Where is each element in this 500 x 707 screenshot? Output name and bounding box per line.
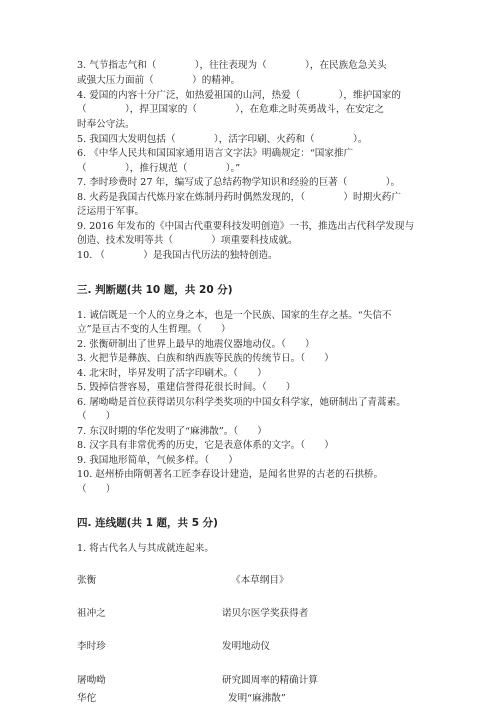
judge-line: 9. 我国地形简单，气候多样。（ ） — [77, 455, 238, 466]
fill-line: 4. 爱国的内容十分广泛，如热爱祖国的山河，热爱（ ），维护国家的 — [77, 90, 401, 101]
match-left-item[interactable]: 华佗 — [77, 693, 97, 704]
fill-line: 9. 2016 年发布的《中国古代重要科技发明创造》一书，推选出古代科学发现与 — [77, 221, 415, 232]
judge-line: 10. 赵州桥由隋朝著名工匠李春设计建造，是闻名世界的古老的石拱桥。 — [77, 469, 384, 480]
judge-line: 5. 毁掉信誉容易，重建信誉得花很长时间。（ ） — [77, 382, 296, 393]
match-right-item[interactable]: 《本草纲目》 — [231, 575, 289, 586]
judge-line: 1. 诚信既是一个人的立身之本，也是一个民族、国家的生存之基。“失信不 — [77, 310, 392, 321]
match-section-heading: 四. 连线题(共 1 题，共 5 分) — [77, 517, 218, 529]
match-left-item[interactable]: 屠呦呦 — [77, 675, 106, 686]
judge-line: 7. 东汉时期的华佗发明了“麻沸散”。（ ） — [77, 426, 267, 437]
fill-line: 或强大压力面前（ ）的精神。 — [77, 75, 241, 86]
fill-line: 5. 我国四大发明包括（ ），活字印刷、火药和（ ）。 — [77, 134, 368, 145]
fill-line: 创造、技术发明等共（ ）项重要科技成就。 — [77, 235, 298, 246]
fill-line: （ ），捍卫国家的（ ），在危难之时英勇战斗，在安定之 — [77, 104, 384, 115]
fill-line: 10. （ ）是我国古代历法的独特创造。 — [77, 250, 278, 261]
match-right-item[interactable]: 诺贝尔医学奖获得者 — [222, 608, 309, 619]
fill-line: 泛运用于军事。 — [77, 206, 145, 217]
judge-line: 4. 北宋时，毕昇发明了活字印刷术。（ ） — [77, 368, 267, 379]
fill-line: 时奉公守法。 — [77, 119, 135, 130]
fill-line: 6. 《中华人民共和国国家通用语言文字法》明确规定：“国家推广 — [77, 148, 354, 159]
judge-line: 6. 屠呦呦是首位获得诺贝尔科学类奖项的中国女科学家，她研制出了青蒿素。 — [77, 397, 406, 408]
judge-line: （ ） — [77, 411, 116, 422]
judge-line: 3. 火把节是彝族、白族和纳西族等民族的传统节日。（ ） — [77, 353, 334, 364]
match-right-item[interactable]: 研究圆周率的精确计算 — [222, 675, 318, 686]
fill-line: 3. 气节指志气和（ ），往往表现为（ ），在民族危急关头 — [77, 60, 387, 71]
fill-line: 7. 李时珍费时 27 年，编写成了总结药物学知识和经验的巨著（ ）。 — [77, 177, 401, 188]
judge-section-heading: 三. 判断题(共 10 题，共 20 分) — [77, 284, 233, 296]
fill-line: （ ），推行规范（ ）。” — [77, 163, 241, 174]
match-left-item[interactable]: 李时珍 — [77, 641, 106, 652]
judge-line: 立”是亘古不变的人生哲理。（ ） — [77, 324, 231, 335]
fill-line: 8. 火药是我国古代炼丹家在炼制丹药时偶然发现的，（ ）时期火药广 — [77, 192, 401, 203]
judge-line: 2. 张衡研制出了世界上最早的地震仪器地动仪。（ ） — [77, 339, 315, 350]
judge-line: 8. 汉字具有非常优秀的历史，它是表意体系的文字。（ ） — [77, 440, 334, 451]
match-left-item[interactable]: 张衡 — [77, 575, 97, 586]
match-instruction: 1. 将古代名人与其成就连起来。 — [77, 543, 214, 554]
match-right-item[interactable]: 发明“麻沸散” — [228, 693, 286, 704]
match-right-item[interactable]: 发明地动仪 — [222, 641, 270, 652]
match-left-item[interactable]: 祖冲之 — [77, 608, 106, 619]
judge-line: （ ） — [77, 484, 116, 495]
